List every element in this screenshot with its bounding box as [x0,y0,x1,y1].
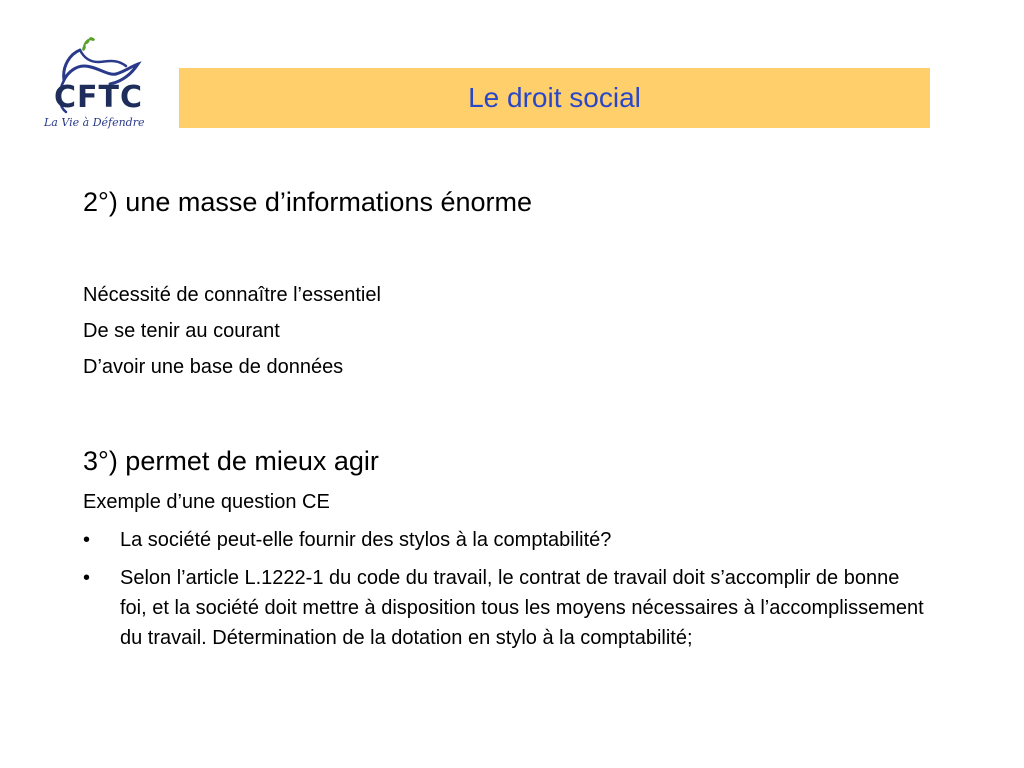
cftc-logo [40,36,160,136]
text-line: D’avoir une base de données [83,356,344,378]
bullet-icon: • [83,529,91,551]
example-subheading: Exemple d’une question CE [83,491,330,513]
logo-name: CFTC [54,80,143,115]
text-line: De se tenir au courant [83,320,280,342]
logo-slogan: La Vie à Défendre [44,116,145,129]
text-line: Nécessité de connaître l’essentiel [83,284,381,306]
slide-title: Le droit social [468,82,641,113]
section-heading-2: 2°) une masse d’informations énorme [83,187,533,217]
bullet-icon: • [83,567,91,589]
bullet-text: Selon l’article L.1222-1 du code du travail, le contrat de travail doit s’accomplir de bonne foi, et la société doit mettre à disposition tous les moyens nécessaires à l’accomplissement du travail. Détermination de la dotation en stylo à la comptabilité; [120,567,924,649]
bullet-text: La société peut-elle fournir des stylos à la comptabilité? [120,529,612,551]
title-bar [179,68,930,128]
section-heading-3: 3°) permet de mieux agir [83,446,379,476]
